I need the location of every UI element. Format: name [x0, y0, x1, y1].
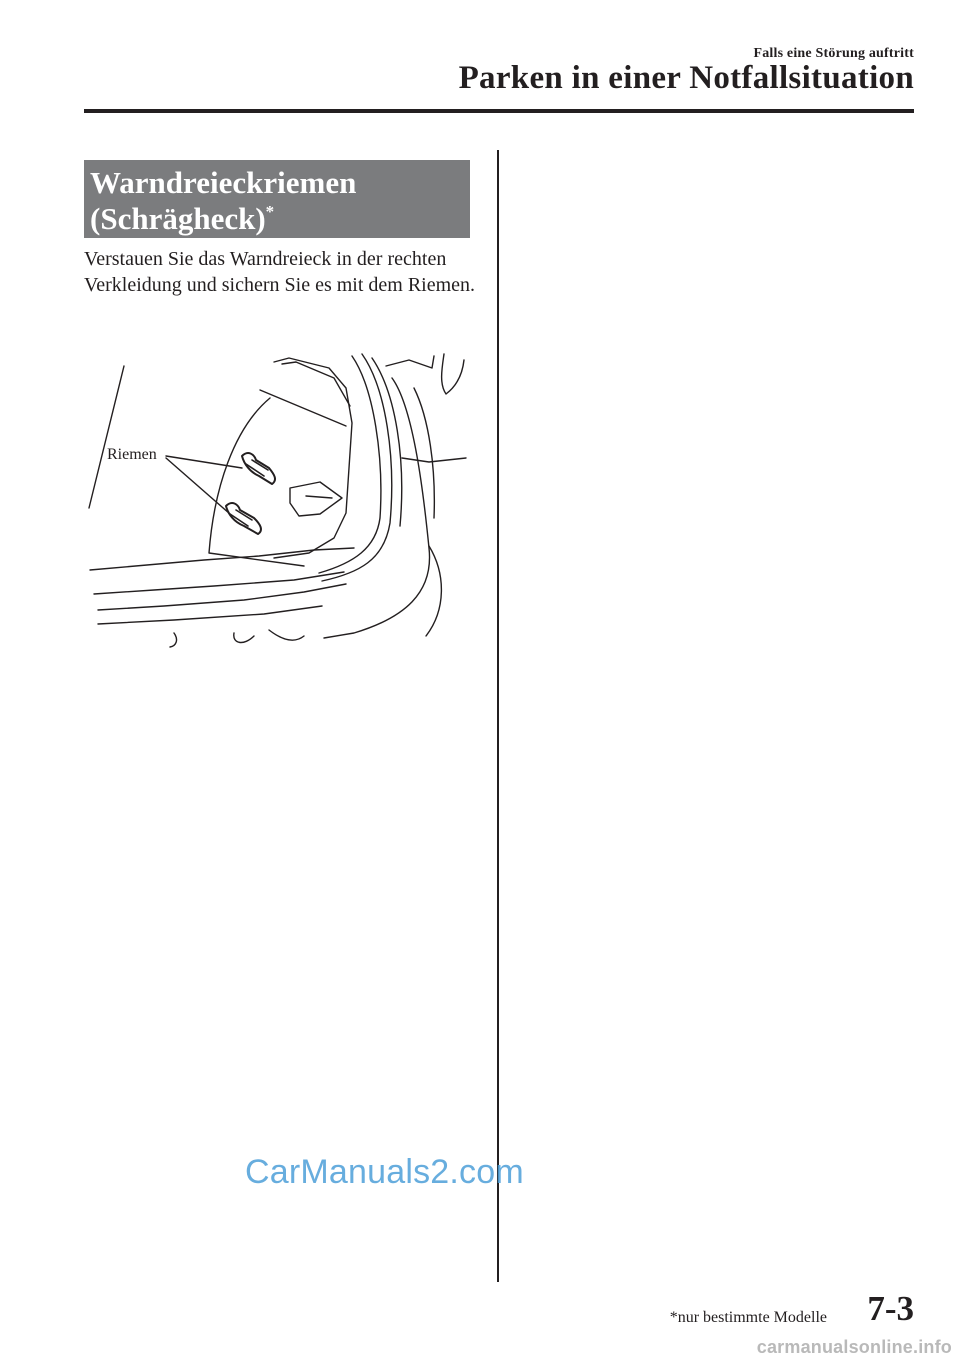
section-title-line1: Warndreieckriemen	[90, 165, 357, 200]
model-footnote-marker: *	[265, 202, 275, 221]
chapter-title: Falls eine Störung auftritt	[753, 46, 914, 61]
section-title-line2	[90, 203, 274, 234]
section-title-text: (Schrägheck)	[90, 201, 266, 236]
page-title: Parken in einer Notfallsituation	[458, 60, 914, 96]
site-watermark: carmanualsonline.info	[756, 1337, 952, 1357]
column-divider	[497, 150, 499, 1282]
trunk-illustration	[84, 348, 484, 648]
section-heading	[84, 160, 470, 238]
header-rule	[84, 109, 914, 113]
footnote: *nur bestimmte Modelle	[669, 1309, 827, 1326]
body-paragraph: Verstauen Sie das Warndreieck in der rechten Verkleidung und sichern Sie es mit dem Riemen.	[84, 248, 476, 296]
callout-leader-lines	[166, 456, 242, 514]
page-number: 7-3	[867, 1289, 914, 1328]
strap-callout-label: Riemen	[107, 446, 157, 463]
watermark: CarManuals2.com	[245, 1153, 524, 1191]
trunk-line-drawing	[89, 354, 466, 647]
